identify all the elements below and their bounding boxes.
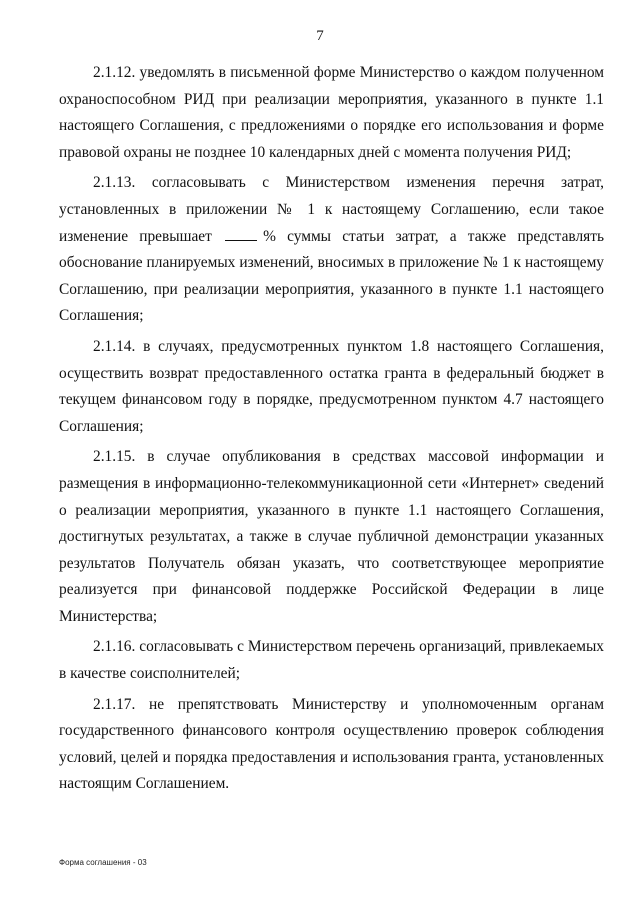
paragraph-2-1-15: 2.1.15. в случае опубликования в средствах массовой информации и размещения в информационно-телекоммуникационной сети «Интернет» сведений о реализации мероприятия, указанного в пункте 1.1 настоящего Соглашения, достигнутых результатах, а также в случае публичной демонстрации указанных результатов Получатель обязан указать, что соответствующее мероприятие реализуется при финансовой поддержке Российской Федерации в лице Министерства;: [59, 448, 604, 625]
document-body: [59, 60, 604, 802]
paragraph-2-1-16: 2.1.16. согласовывать с Министерством перечень организаций, привлекаемых в качестве соисполнителей;: [59, 638, 604, 683]
page-number: 7: [316, 28, 324, 44]
blank-underline: [225, 230, 257, 241]
paragraph-text: 2.1.13. согласовывать с Министерством изменения перечня затрат, установленных в приложении № 1 к настоящему Соглашению, если такое изменение превышает: [59, 174, 604, 245]
paragraph-2-1-12: 2.1.12. уведомлять в письменной форме Министерство о каждом полученном охраноспособном РИД при реализации мероприятия, указанного в пункте 1.1 настоящего Соглашения, с предложениями о порядке его использования и форме правовой охраны не позднее 10 календарных дней с момента получения РИД;: [59, 64, 604, 161]
paragraph-text: % суммы статьи затрат, а также представлять обоснование планируемых изменений, вносимых в приложение № 1 к настоящему Соглашению, при реализации мероприятия, указанного в пункте 1.1 настоящего Соглашения;: [59, 227, 604, 325]
paragraph-2-1-14: 2.1.14. в случаях, предусмотренных пунктом 1.8 настоящего Соглашения, осуществить возврат предоставленного остатка гранта в федеральный бюджет в текущем финансовом году в порядке, предусмотренном пунктом 4.7 настоящего Соглашения;: [59, 337, 604, 435]
footer-form-label: Форма соглашения - 03: [59, 858, 147, 867]
paragraph-2-1-13: [59, 170, 604, 330]
paragraph-2-1-17: 2.1.17. не препятствовать Министерству и уполномоченным органам государственного финансового контроля осуществлению проверок соблюдения условий, целей и порядка предоставления и использования гранта, установленных настоящим Соглашением.: [59, 695, 604, 793]
